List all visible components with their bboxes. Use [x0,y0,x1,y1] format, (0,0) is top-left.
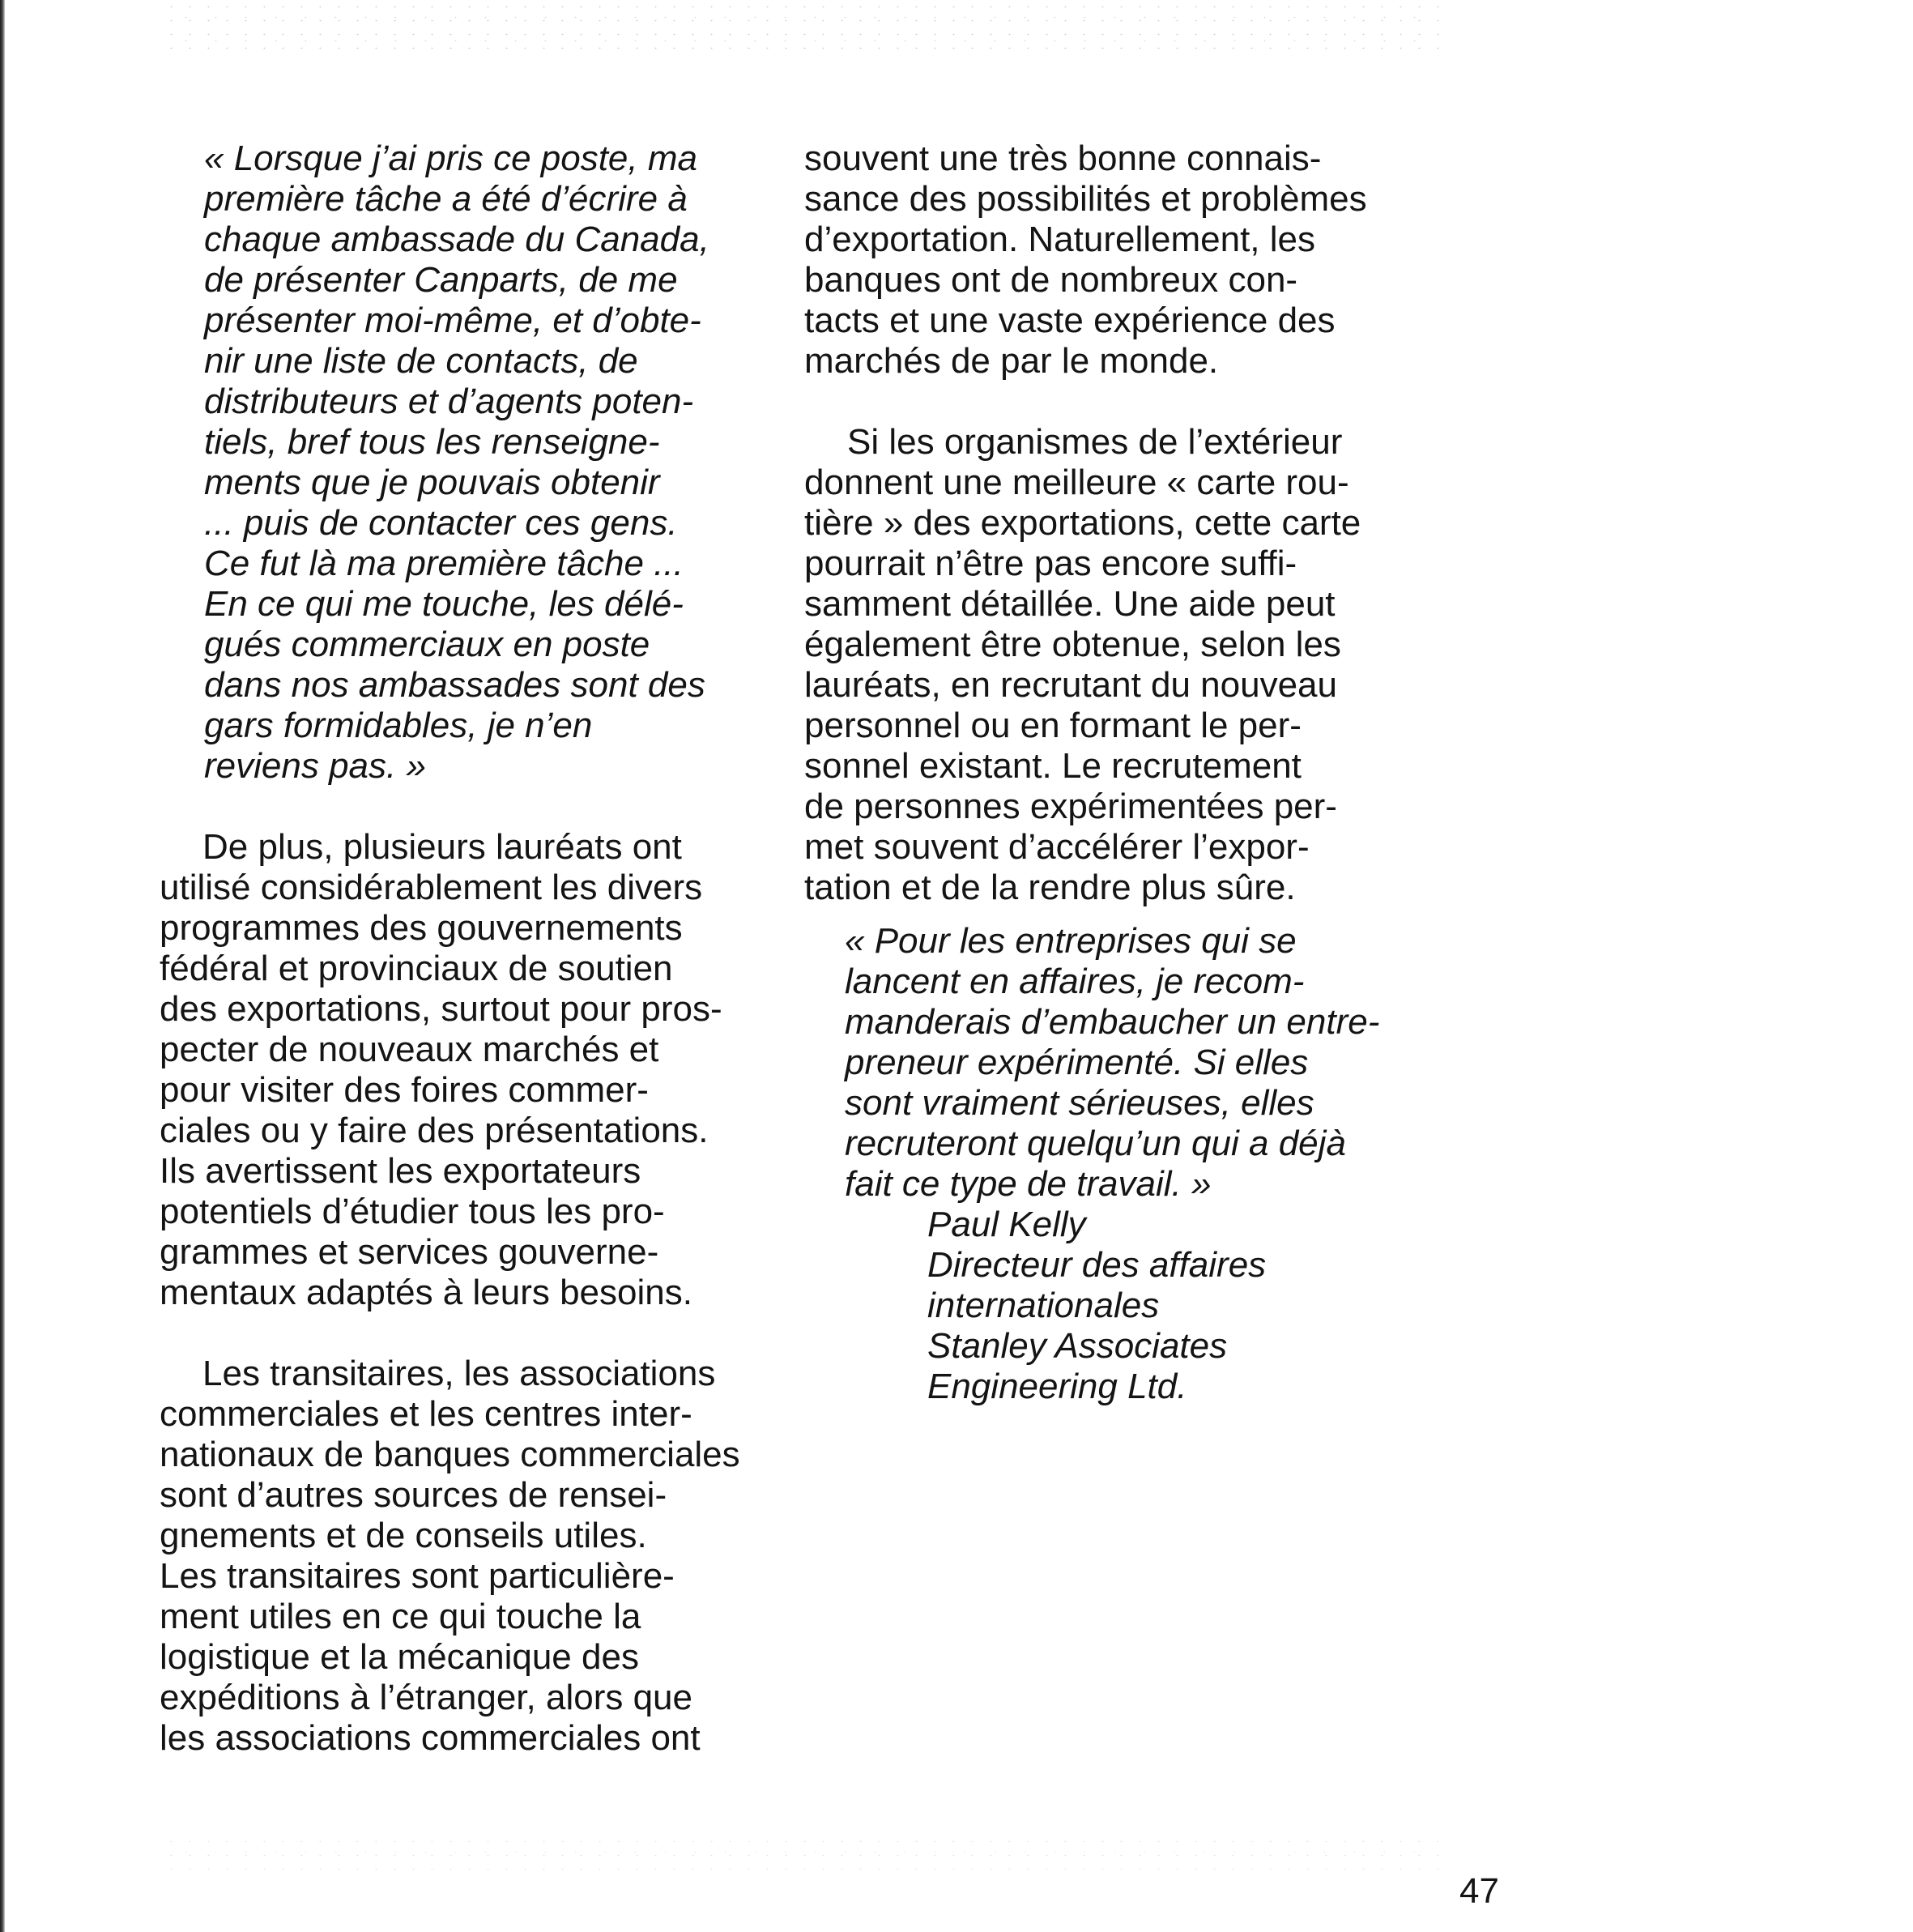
scan-noise-top [162,0,1442,57]
quote-line: distributeurs et d’agents poten- [204,382,694,421]
paragraph-line: marchés de par le monde. [804,341,1219,381]
paragraph-line: fédéral et provinciaux de soutien [160,949,673,988]
quote-line: gués commerciaux en poste [204,625,650,664]
paragraph-line: donnent une meilleure « carte rou- [804,463,1349,502]
signature-line: Paul Kelly [927,1205,1086,1244]
paragraph-line: Les transitaires, les associations [202,1354,716,1393]
paragraph-line: banques ont de nombreux con- [804,260,1298,300]
signature-line: Directeur des affaires [927,1245,1267,1285]
paragraph-line: personnel ou en formant le per- [804,706,1302,745]
paragraph-line: gnements et de conseils utiles. [160,1516,647,1555]
paragraph-line: tation et de la rendre plus sûre. [804,868,1296,907]
paragraph-line: grammes et services gouverne- [160,1232,659,1272]
paragraph-line: expéditions à l’étranger, alors que [160,1678,692,1717]
right-paragraph-2 [804,422,1436,908]
paragraph-line: pour visiter des foires commer- [160,1070,649,1110]
paragraph-line: Les transitaires sont particulière- [160,1556,675,1596]
left-quote [160,139,783,787]
left-column [160,139,783,1759]
signature-line: Stanley Associates [927,1326,1228,1366]
paragraph-line: nationaux de banques commerciales [160,1435,740,1474]
paragraph-line: sont d’autres sources de rensei- [160,1475,667,1515]
paragraph-line: ciales ou y faire des présentations. [160,1111,709,1150]
quote-line: de présenter Canparts, de me [204,260,678,300]
paragraph-line: d’exportation. Naturellement, les [804,220,1315,259]
paragraph-line: tacts et une vaste expérience des [804,301,1336,340]
quote-line: gars formidables, je n’en [204,706,593,745]
quote-line: ... puis de contacter ces gens. [204,503,678,543]
paragraph-line: tière » des exportations, cette carte [804,503,1361,543]
right-column [804,139,1436,1407]
quote-line: chaque ambassade du Canada, [204,220,709,259]
paragraph-line: lauréats, en recrutant du nouveau [804,665,1338,705]
page-binding-edge [0,0,5,1932]
paragraph-line: mentaux adaptés à leurs besoins. [160,1273,692,1312]
paragraph-line: pecter de nouveaux marchés et [160,1030,659,1069]
quote-line: ments que je pouvais obtenir [204,463,660,502]
paragraph-line: commerciales et les centres inter- [160,1394,692,1434]
paragraph-line: pourrait n’être pas encore suffi- [804,544,1297,583]
paragraph-line: programmes des gouvernements [160,908,683,948]
quote-line: recruteront quelqu’un qui a déjà [845,1124,1346,1163]
left-paragraph-2 [160,1354,783,1759]
quote-line: preneur expérimenté. Si elles [845,1043,1309,1082]
paragraph-line: souvent une très bonne connais- [804,139,1322,178]
paragraph-line: utilisé considérablement les divers [160,868,703,907]
quote-signature [845,1205,1436,1407]
quote-line: « Pour les entreprises qui se [845,921,1297,961]
paragraph-line: met souvent d’accélérer l’expor- [804,827,1310,867]
quote-line: « Lorsque j’ai pris ce poste, ma [204,139,697,178]
paragraph-line: Si les organismes de l’extérieur [847,422,1343,462]
quote-line: manderais d’embaucher un entre- [845,1002,1380,1042]
paragraph-line: potentiels d’étudier tous les pro- [160,1192,665,1231]
quote-line: tiels, bref tous les renseigne- [204,422,660,462]
paragraph-line: de personnes expérimentées per- [804,787,1337,826]
page-number: 47 [1459,1871,1499,1911]
quote-line: lancent en affaires, je recom- [845,962,1305,1001]
quote-line: présenter moi-même, et d’obte- [204,301,701,340]
signature-line: internationales [927,1286,1160,1325]
paragraph-gap [804,382,1436,422]
paragraph-gap [804,908,1436,921]
paragraph-line: sonnel existant. Le recrutement [804,746,1302,786]
right-paragraph-1 [804,139,1436,382]
paragraph-line: Ils avertissent les exportateurs [160,1151,641,1191]
paragraph-line: également être obtenue, selon les [804,625,1341,664]
quote-line: En ce qui me touche, les délé- [204,584,684,624]
quote-line: première tâche a été d’écrire à [204,179,688,219]
quote-line: sont vraiment sérieuses, elles [845,1083,1314,1123]
quote-line: reviens pas. » [204,746,426,786]
paragraph-line: De plus, plusieurs lauréats ont [202,827,682,867]
quote-line: nir une liste de contacts, de [204,341,638,381]
paragraph-line: les associations commerciales ont [160,1718,701,1758]
paragraph-line: ment utiles en ce qui touche la [160,1597,641,1636]
paragraph-line: des exportations, surtout pour pros- [160,989,722,1029]
paragraph-gap [160,787,783,827]
paragraph-line: logistique et la mécanique des [160,1637,639,1677]
quote-line: dans nos ambassades sont des [204,665,705,705]
scan-noise-bottom [162,1835,1442,1875]
paragraph-gap [160,1313,783,1354]
left-paragraph-1 [160,827,783,1313]
quote-line: fait ce type de travail. » [845,1164,1212,1204]
right-quote [804,921,1436,1407]
quote-line: Ce fut là ma première tâche ... [204,544,684,583]
paragraph-line: samment détaillée. Une aide peut [804,584,1336,624]
paragraph-line: sance des possibilités et problèmes [804,179,1367,219]
signature-line: Engineering Ltd. [927,1367,1187,1406]
